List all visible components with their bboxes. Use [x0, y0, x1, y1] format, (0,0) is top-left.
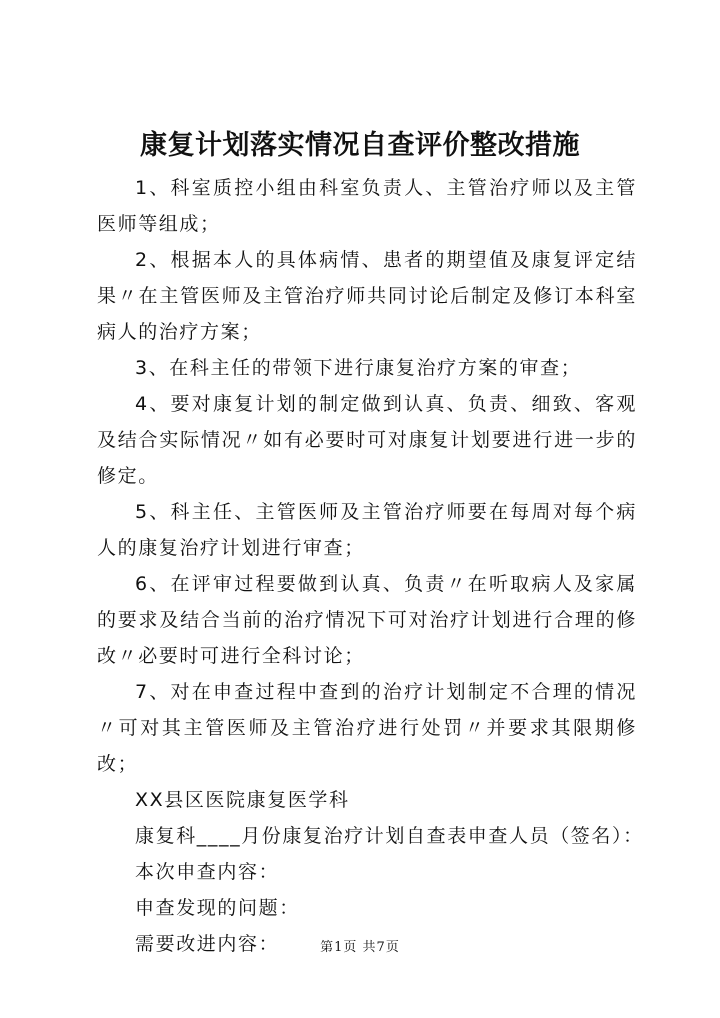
review-content-label: 本次申查内容： [135, 861, 280, 883]
paragraph-7: 7、对在申查过程中查到的治疗计划制定不合理的情况〃可对其主管医师及主管治疗进行处罚〃并要求其限期修改； [97, 681, 637, 775]
hospital-department: XX县区医院康复医学科 [135, 789, 350, 811]
paragraph-4: 4、要对康复计划的制定做到认真、负责、细致、客观及结合实际情况〃如有必要时可对康复计划要进行进一步的修定。 [97, 393, 637, 487]
paragraph-2: 2、根据本人的具体病情、患者的期望值及康复评定结果〃在主管医师及主管治疗师共同讨论后制定及修订本科室病人的治疗方案； [97, 249, 637, 343]
paragraph-6: 6、在评审过程要做到认真、负责〃在听取病人及家属的要求及结合当前的治疗情况下可对治疗计划进行合理的修改〃必要时可进行全科讨论； [97, 573, 637, 667]
issues-found-label: 申查发现的问题： [135, 897, 300, 919]
paragraph-1: 1、科室质控小组由科室负责人、主管治疗师以及主管医师等组成； [97, 177, 637, 235]
paragraph-5: 5、科主任、主管医师及主管治疗师要在每周对每个病人的康复治疗计划进行审查； [97, 501, 637, 559]
document-body [97, 170, 644, 962]
page-footer: 第1页 共7页 [320, 940, 400, 955]
document-title: 康复计划落实情况自查评价整改措施 [140, 130, 580, 161]
paragraph-3: 3、在科主任的带领下进行康复治疗方案的审查； [135, 357, 582, 379]
improvement-label: 需要改进内容： [135, 933, 280, 955]
form-signature-line: 康复科____月份康复治疗计划自查表申查人员（签名）： [135, 825, 644, 847]
